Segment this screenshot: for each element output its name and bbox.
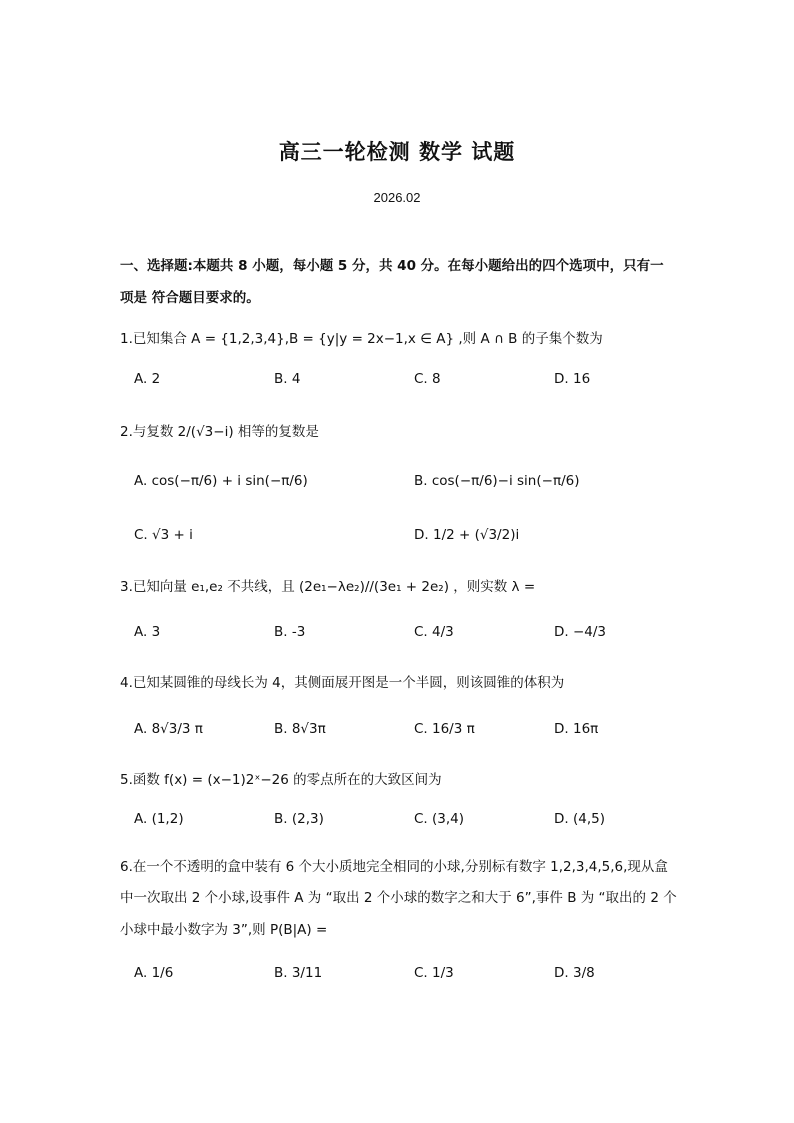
question-1-option-a: A. 2 [134, 371, 161, 387]
question-1-option-c: C. 8 [414, 371, 441, 387]
question-3-stem: 3.已知向量 e₁,e₂ 不共线，且 (2e₁−λe₂)//(3e₁ + 2e₂) ，则实数 λ = [120, 579, 536, 595]
question-4-option-b: B. 8√3π [274, 721, 326, 737]
question-3-option-d: D. −4/3 [554, 624, 607, 640]
question-1-option-b: B. 4 [274, 371, 301, 387]
question-4-option-a: A. 8√3/3 π [134, 721, 203, 737]
question-6-option-a: A. 1/6 [134, 965, 174, 981]
question-2-option-a: A. cos(−π/6) + i sin(−π/6) [134, 473, 308, 489]
question-3-option-c: C. 4/3 [414, 624, 454, 640]
question-4-stem: 4.已知某圆锥的母线长为 4，其侧面展开图是一个半圆，则该圆锥的体积为 [120, 675, 565, 691]
question-5-option-b: B. (2,3) [274, 811, 324, 827]
section-heading-line2: 项是 符合题目要求的。 [120, 290, 260, 306]
question-5-option-a: A. (1,2) [134, 811, 184, 827]
question-6-option-c: C. 1/3 [414, 965, 454, 981]
question-4-option-d: D. 16π [554, 721, 599, 737]
question-2-option-b: B. cos(−π/6)−i sin(−π/6) [414, 473, 580, 489]
question-1-stem: 1.已知集合 A = {1,2,3,4},B = {y|y = 2x−1,x ∈ A} ,则 A ∩ B 的子集个数为 [120, 331, 603, 347]
question-1-option-d: D. 16 [554, 371, 591, 387]
question-3-option-b: B. -3 [274, 624, 306, 640]
question-2-option-d: D. 1/2 + (√3/2)i [414, 527, 520, 543]
question-3-option-a: A. 3 [134, 624, 161, 640]
question-6-stem-line2: 中一次取出 2 个小球,设事件 A 为 “取出 2 个小球的数字之和大于 6”,事件 B 为 “取出的 2 个 [120, 890, 677, 906]
question-5-option-d: D. (4,5) [554, 811, 605, 827]
exam-date: 2026.02 [373, 190, 421, 205]
page-title: 高三一轮检测 数学 试题 [278, 140, 516, 164]
question-2-option-c: C. √3 + i [134, 527, 193, 543]
question-6-option-d: D. 3/8 [554, 965, 595, 981]
question-6-option-b: B. 3/11 [274, 965, 323, 981]
question-6-stem-line3: 小球中最小数字为 3”,则 P(B|A) = [120, 922, 328, 938]
question-4-option-c: C. 16/3 π [414, 721, 475, 737]
section-heading-line1: 一、选择题:本题共 8 小题，每小题 5 分，共 40 分。在每小题给出的四个选项中，只有一 [120, 258, 664, 274]
question-5-stem: 5.函数 f(x) = (x−1)2ˣ−26 的零点所在的大致区间为 [120, 772, 442, 788]
question-2-stem: 2.与复数 2/(√3−i) 相等的复数是 [120, 424, 319, 440]
question-5-option-c: C. (3,4) [414, 811, 465, 827]
question-6-stem-line1: 6.在一个不透明的盒中装有 6 个大小质地完全相同的小球,分别标有数字 1,2,3,4,5,6,现从盒 [120, 859, 668, 875]
